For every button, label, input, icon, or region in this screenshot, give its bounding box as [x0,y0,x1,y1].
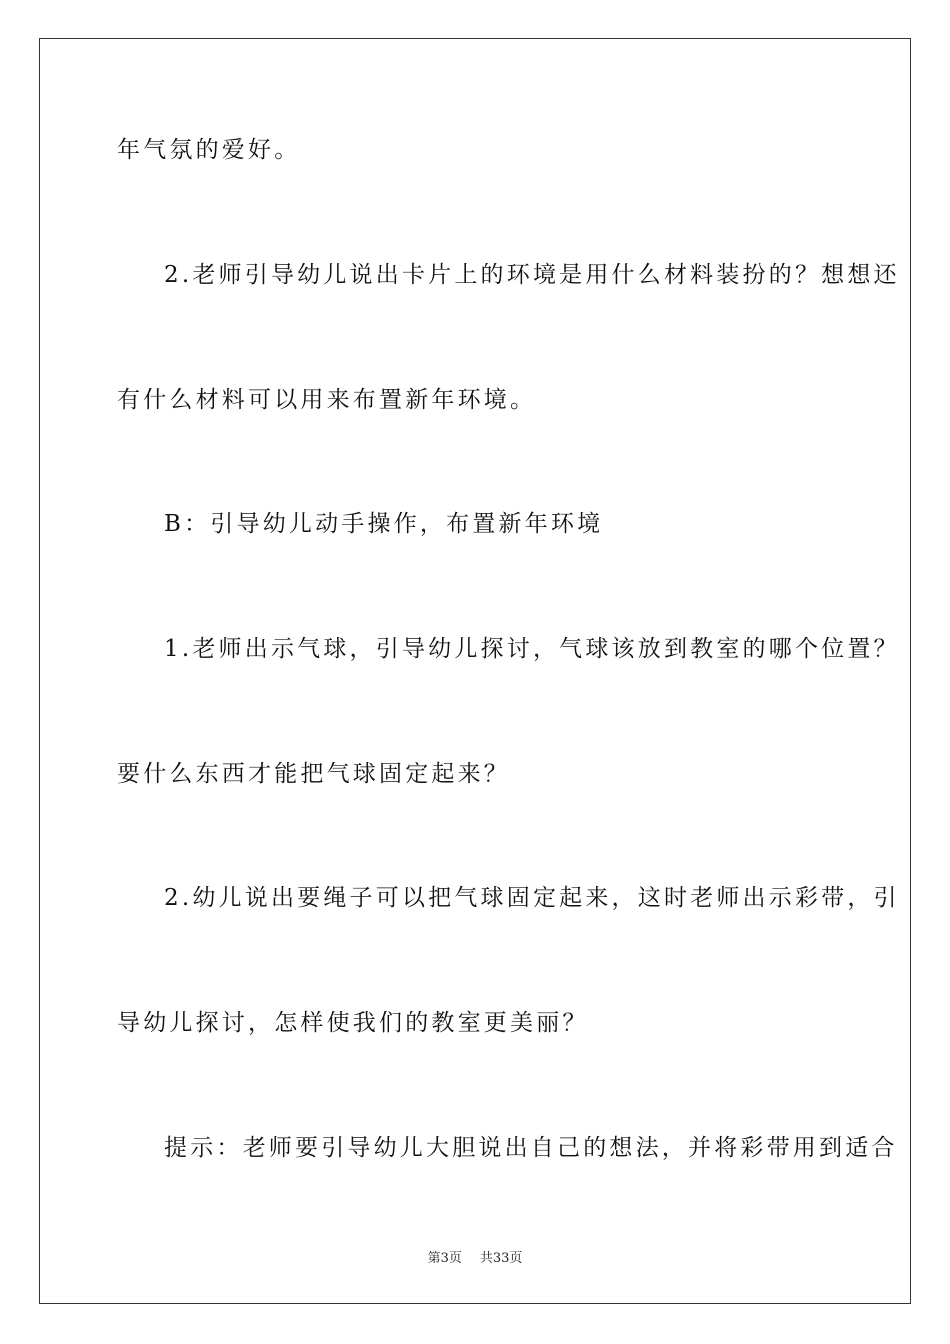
page-number-total: 共33页 [479,1251,523,1266]
page-footer [0,1247,950,1266]
section-heading-b: B：引导幼儿动手操作，布置新年环境 [164,511,604,537]
paragraph-line-7: 2.幼儿说出要绳子可以把气球固定起来，这时老师出示彩带，引 [164,885,900,911]
page-border [39,38,911,1304]
paragraph-line-2: 2.老师引导幼儿说出卡片上的环境是用什么材料装扮的？想想还 [164,262,900,288]
paragraph-line-9: 提示：老师要引导幼儿大胆说出自己的想法，并将彩带用到适合 [164,1135,898,1161]
paragraph-line-6: 要什么东西才能把气球固定起来？ [117,761,510,787]
paragraph-line-8: 导幼儿探讨，怎样使我们的教室更美丽？ [117,1010,589,1036]
paragraph-line-5: 1.老师出示气球，引导幼儿探讨，气球该放到教室的哪个位置？ [164,636,900,662]
paragraph-line-3: 有什么材料可以用来布置新年环境。 [117,387,537,413]
paragraph-line-1: 年气氛的爱好。 [117,137,301,163]
page-number-current: 第3页 [427,1251,462,1266]
